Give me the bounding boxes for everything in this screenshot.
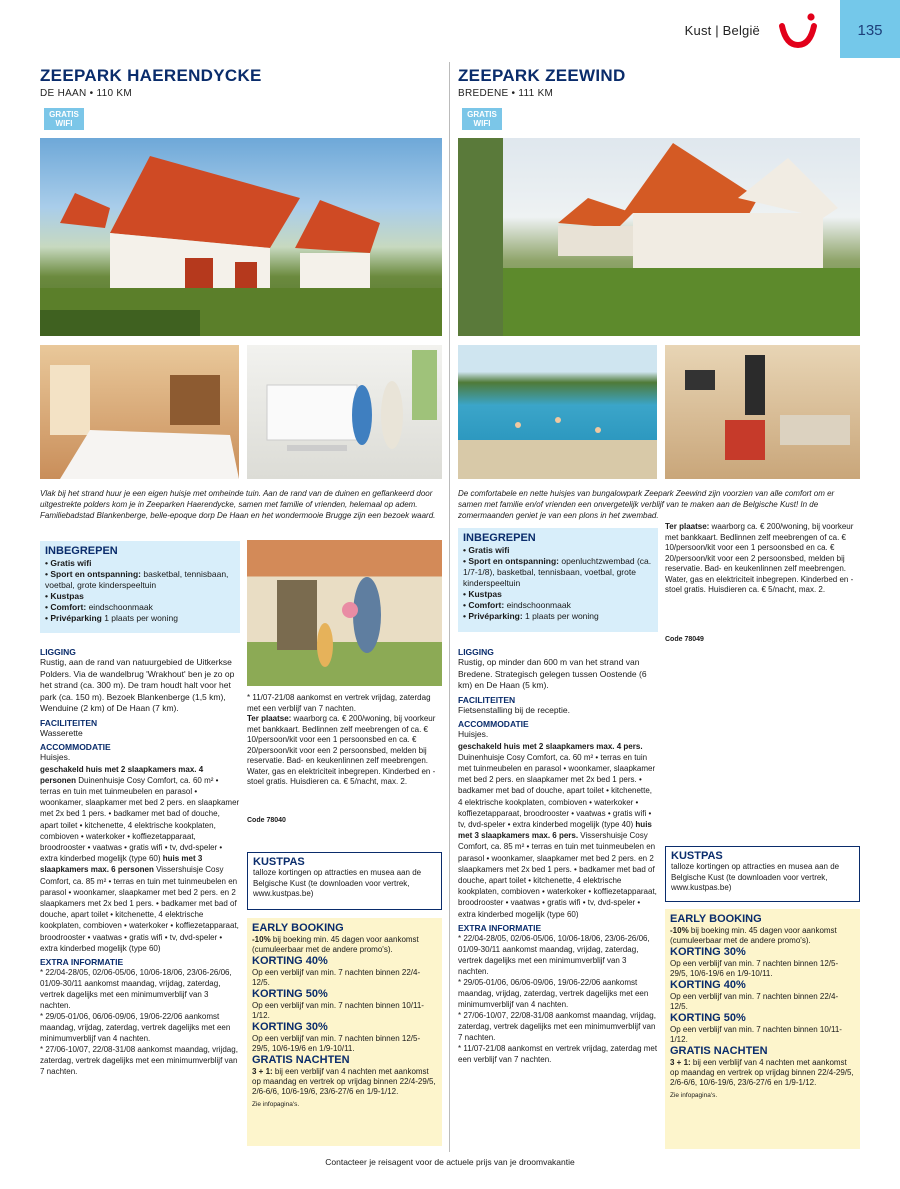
promo-text <box>670 959 855 979</box>
photo-haerendycke-kitchen <box>247 345 442 479</box>
photo-haerendycke-family <box>247 540 442 686</box>
promo-text <box>252 1067 437 1097</box>
promo-desc: Op een verblijf van min. 7 nachten binnen 22/4-12/5. <box>670 992 839 1011</box>
included-item <box>45 602 235 613</box>
ligging-title: LIGGING <box>458 647 494 657</box>
ligging-text: Rustig, aan de rand van natuurgebied de Uitkerkse Polders. Via de wandelbrug 'Wrakhout' ben je zo op het strand (ca. 300 m). De tram houdt halt voor het park (ca. 150 m). Bezoek Blankenberge (1,5 km), Wenduine (2 km) of De Haan (7 km). <box>40 657 235 713</box>
included-item <box>45 613 235 624</box>
photo-haerendycke-exterior <box>40 138 442 336</box>
promo-highlight: -10% <box>252 935 271 944</box>
photo-zeewind-exterior <box>458 138 860 336</box>
promo-highlight: 3 + 1: <box>252 1067 273 1076</box>
promo-text <box>670 1058 855 1088</box>
promo-highlight: -10% <box>670 926 689 935</box>
ter-plaatse-label: Ter plaatse: <box>247 714 292 723</box>
accommodation-title: ACCOMMODATIE <box>40 742 111 752</box>
included-item <box>463 611 653 622</box>
included-item-label: • Sport en ontspanning: <box>45 569 141 579</box>
promo-desc: Op een verblijf van min. 7 nachten binnen 12/5-29/5, 10/6-19/6 en 1/9-10/11. <box>252 1034 421 1053</box>
resort-location: BREDENE • 111 KM <box>458 88 554 99</box>
promo-text <box>670 992 855 1012</box>
info-note: Zie infopagina's. <box>252 1101 300 1108</box>
included-item-label: • Comfort: <box>463 600 505 610</box>
accommodation-intro: Huisjes. <box>458 729 489 739</box>
promo-title: KORTING 50% <box>670 1012 746 1024</box>
included-box <box>40 541 240 633</box>
promo-title: EARLY BOOKING <box>252 922 344 934</box>
accommodation-type-1: geschakeld huis met 2 slaapkamers max. 4 pers. <box>458 741 643 751</box>
ligging-text: Rustig, op minder dan 600 m van het strand van Bredene. Strategisch gelegen tussen Oostende (6 km) en De Haan (5 km). <box>458 657 647 690</box>
accommodation-intro: Huisjes. <box>40 752 71 762</box>
accommodation-desc-2: Vissershuisje Cosy Comfort, ca. 85 m² • terras en tuin met tuinmeubelen en parasol • woonkamer, slaapkamer met bed 2 pers. en 2 slaapkamers met 2x bed 1 pers. • badkamer met bad of douche, apart toilet • kitchenette, 4 elektrische kookplaten, combioven • waterkoker • koffiezetapparaat, broodrooster • vaatwas • gratis wifi • tv, dvd-speler • extra kinderbed mogelijk (type 60) <box>458 831 657 919</box>
accommodation-desc-1: Duinenhuisje Cosy Comfort, ca. 60 m² • terras en tuin met tuinmeubelen en parasol • woonkamer, slaapkamer met bed 2 pers. en slaapkamer met 2x bed 1 pers. • badkamer met bad of douche, apart toilet • kitchenette, 4 elektrische kookplaten, combioven • waterkoker • koffiezetapparaat, broodrooster • vaatwas • gratis wifi • tv, dvd-speler • extra kinderbed mogelijk (type 40) <box>458 752 656 829</box>
kustpas-box <box>247 852 442 910</box>
included-item-label: • Kustpas <box>463 589 502 599</box>
wifi-badge: GRATIS WIFI <box>44 108 84 130</box>
tui-logo-icon <box>776 12 820 48</box>
ter-plaatse-text: waarborg ca. € 200/woning, bij voorkeur met bankkaart. Bedlinnen zelf meebrengen of ca. € 10/persoon/kit voor een 1 persoonsbed en ca. € 20/persoon/kit voor een 2 persoonsbed, melden bij reservatie. Bad- en keukenlinnen zelf meebrengen. Water, gas en elektriciteit inbegrepen. Kinderbed en -stoel gratis. Huisdieren ca. € 5/nacht, max. 2. <box>247 714 436 786</box>
section-label: Kust | België <box>684 23 760 38</box>
included-item-label: • Gratis wifi <box>463 545 510 555</box>
kustpas-text: talloze kortingen op attracties en musea aan de Belgische Kust (te downloaden voor vertrek, www.kustpas.be) <box>253 868 422 898</box>
promo-desc: bij een verblijf van 4 nachten met aankomst op maandag en vertrek op vrijdag binnen 22/4-29/5, 2/6-6/6, 10/6-19/6, 23/6-27/6 en 1/9-1/12. <box>670 1058 854 1087</box>
page-number: 135 <box>840 0 900 58</box>
accommodation-desc-2: Vissershuisje Cosy Comfort, ca. 85 m² • terras en tuin met tuinmeubelen en parasol • woonkamer, slaapkamer met bed 2 pers. en 2 slaapkamers met 2x bed 1 pers. • badkamer met bad of douche, apart toilet • kitchenette, 4 elektrische kookplaten, combioven • waterkoker • koffiezetapparaat, broodrooster • vaatwas • gratis wifi • tv, dvd-speler • extra kinderbed mogelijk (type 60) <box>40 865 239 953</box>
accommodation-desc-1: Duinenhuisje Cosy Comfort, ca. 60 m² • terras en tuin met tuinmeubelen en parasol • woonkamer, slaapkamer met bed 2 pers. en slaapkamer met 2x bed 1 pers. • badkamer met bad of douche, apart toilet • kitchenette, 4 elektrische kookplaten, combioven • waterkoker • koffiezetapparaat, broodrooster • vaatwas • gratis wifi • tv, dvd-speler • extra kinderbed mogelijk (type 60) <box>40 775 240 864</box>
extra-text: * 22/04-28/05, 02/06-05/06, 10/06-18/06, 23/06-26/06, 01/09-30/11 aankomst maandag, vrijdag, zaterdag, vertrek dagelijks met een minimumverblijf van 3 nachten. * 29/05-01/06, 06/06-09/06, 19/06-22/06 aankomst maandag, vrijdag, zaterdag, vertrek dagelijks met een minimumverblijf van 4 nachten. * 27/06-10/07, 22/08-31/08 aankomst maandag, vrijdag, zaterdag, vertrek dagelijks met een minimumverblijf van 7 nachten. <box>40 967 238 1076</box>
promo-text <box>252 935 437 955</box>
extra-title: EXTRA INFORMATIE <box>458 922 542 933</box>
included-item <box>45 558 235 569</box>
photo-zeewind-livingroom <box>665 345 860 479</box>
promo-text <box>252 968 437 988</box>
wifi-badge: GRATIS WIFI <box>462 108 502 130</box>
included-item <box>45 569 235 591</box>
promo-desc: Op een verblijf van min. 7 nachten binnen 12/5-29/5, 10/6-19/6 en 1/9-10/11. <box>670 959 839 978</box>
included-item-text: 1 plaats per woning <box>522 611 599 621</box>
promo-title: KORTING 30% <box>252 1021 328 1033</box>
ter-plaatse <box>665 522 860 596</box>
info-note: Zie infopagina's. <box>670 1092 718 1099</box>
extra-title: EXTRA INFORMATIE <box>40 956 124 967</box>
accommodation-type-2: huis met 3 slaapkamers max. 6 personen <box>40 854 203 875</box>
promo-title: GRATIS NACHTEN <box>670 1045 768 1057</box>
promo-desc: Op een verblijf van min. 7 nachten binnen 10/11-1/12. <box>670 1025 842 1044</box>
kustpas-text: talloze kortingen op attracties en musea aan de Belgische Kust (te downloaden voor vertrek, www.kustpas.be) <box>671 862 840 892</box>
facilities-text: Wasserette <box>40 727 83 738</box>
kustpas-title: KUSTPAS <box>253 856 305 868</box>
promo-text <box>252 1001 437 1021</box>
right-details <box>458 644 658 1065</box>
promo-desc: Op een verblijf van min. 7 nachten binnen 10/11-1/12. <box>252 1001 424 1020</box>
column-divider <box>449 62 450 1152</box>
included-item-label: • Comfort: <box>45 602 87 612</box>
promo-text <box>670 926 855 946</box>
included-item <box>463 556 653 589</box>
caption-zeewind: De comfortabele en nette huisjes van bungalowpark Zeepark Zeewind zijn voorzien van alle comfort om er samen met familie en/of vrienden een onvergetelijk verblijf van te maken aan de Belgische Kust! In de zomermaanden geniet je van een plons in het zwembad. <box>458 489 835 520</box>
included-item-label: • Gratis wifi <box>45 558 92 568</box>
accommodation-type-1: geschakeld huis met 2 slaapkamers max. 4 personen <box>40 764 204 785</box>
ter-plaatse-text: waarborg ca. € 200/woning, bij voorkeur met bankkaart. Bedlinnen zelf meebrengen of ca. € 10/persoon/kit voor een 1 persoonsbed en ca. € 20/persoon/kit voor een 2 persoonsbed, melden bij reservatie. Bad- en keukenlinnen zelf meebrengen. Water, gas en elektriciteit inbegrepen. Kinderbed en -stoel gratis. Huisdieren ca. € 5/nacht, max. 2. <box>665 522 854 594</box>
included-item-label: • Sport en ontspanning: <box>463 556 559 566</box>
promo-title: KORTING 50% <box>252 988 328 1000</box>
included-title: INBEGREPEN <box>463 532 536 544</box>
resort-title: ZEEPARK ZEEWIND <box>458 66 626 85</box>
photo-haerendycke-bedroom <box>40 345 239 479</box>
promo-desc: Op een verblijf van min. 7 nachten binnen 22/4-12/5. <box>252 968 421 987</box>
resort-title: ZEEPARK HAERENDYCKE <box>40 66 262 85</box>
promo-box <box>247 918 442 1146</box>
included-item-text: 1 plaats per woning <box>101 613 178 623</box>
promo-box <box>665 909 860 1149</box>
accommodation-title: ACCOMMODATIE <box>458 719 529 729</box>
promo-title: EARLY BOOKING <box>670 913 762 925</box>
included-item <box>463 589 653 600</box>
footer-note: Contacteer je reisagent voor de actuele prijs van je droomvakantie <box>325 1157 575 1167</box>
included-item-text: eindschoonmaak <box>86 602 153 612</box>
caption-haerendycke: Vlak bij het strand huur je een eigen huisje met omheinde tuin. Aan de rand van de duinen en geflankeerd door uitgestrekte polders kom je in Zeeparken Haerendycke, samen met familie of vrienden, helemaal op adem. Familiebadstad Blankenberge, belle-epoque dorp De Haan en het wondermooie Brugge zijn een bezoek waard. <box>40 489 436 520</box>
facilities-title: FACILITEITEN <box>458 694 516 705</box>
ligging-title: LIGGING <box>40 647 76 657</box>
included-item <box>463 545 653 556</box>
facilities-text: Fietsenstalling bij de receptie. <box>458 704 570 715</box>
left-extra-continued <box>247 693 442 788</box>
kustpas-box <box>665 846 860 902</box>
left-details <box>40 644 240 1077</box>
included-item-label: • Kustpas <box>45 591 84 601</box>
accommodation-text <box>40 764 240 954</box>
promo-desc: bij een verblijf van 4 nachten met aankomst op maandag en vertrek op vrijdag binnen 22/4-29/5, 2/6-6/6, 10/6-19/6, 23/6-27/6 en 1/9-1/12. <box>252 1067 436 1096</box>
promo-title: KORTING 30% <box>670 946 746 958</box>
included-item-text: basketbal, tennisbaan, voetbal, grote kinderspeeltuin <box>45 569 229 590</box>
included-item-label: • Privéparking <box>45 613 102 623</box>
included-list <box>463 545 653 622</box>
included-list <box>45 558 235 624</box>
product-code: Code 78040 <box>247 817 286 824</box>
included-item-text: eindschoonmaak <box>504 600 571 610</box>
ter-plaatse-label: Ter plaatse: <box>665 522 710 531</box>
promo-desc: bij boeking min. 45 dagen voor aankomst (cumuleerbaar met de andere promo's). <box>252 935 419 954</box>
resort-location: DE HAAN • 110 KM <box>40 88 133 99</box>
kustpas-title: KUSTPAS <box>671 850 723 862</box>
included-item <box>463 600 653 611</box>
product-code: Code 78049 <box>665 636 704 643</box>
included-box <box>458 528 658 632</box>
promo-highlight: 3 + 1: <box>670 1058 691 1067</box>
promo-title: KORTING 40% <box>252 955 328 967</box>
included-item-label: • Privéparking: <box>463 611 523 621</box>
promo-title: GRATIS NACHTEN <box>252 1054 350 1066</box>
promo-title: KORTING 40% <box>670 979 746 991</box>
included-item <box>45 591 235 602</box>
accommodation-type-2: huis met 3 slaapkamers max. 6 pers. <box>458 819 652 841</box>
included-item-text: openluchtzwembad (ca. 1/7-1/8), basketbal, tennisbaan, voetbal, grote kinderspeeltuin <box>463 556 652 588</box>
facilities-title: FACILITEITEN <box>40 717 98 728</box>
extra-text-2: * 11/07-21/08 aankomst en vertrek vrijdag, zaterdag met een verblijf van 7 nachten. <box>247 693 431 713</box>
promo-text <box>252 1034 437 1054</box>
promo-desc: bij boeking min. 45 dagen voor aankomst (cumuleerbaar met de andere promo's). <box>670 926 837 945</box>
promo-text <box>670 1025 855 1045</box>
accommodation-text <box>458 741 658 920</box>
included-title: INBEGREPEN <box>45 545 118 557</box>
photo-zeewind-pool <box>458 345 657 479</box>
extra-text: * 22/04-28/05, 02/06-05/06, 10/06-18/06, 23/06-26/06, 01/09-30/11 aankomst maandag, vrijdag, zaterdag, vertrek dagelijks met een minimumverblijf van 3 nachten. * 29/05-01/06, 06/06-09/06, 19/06-22/06 aankomst maandag, vrijdag, zaterdag, vertrek dagelijks met een minimumverblijf van 4 nachten. * 27/06-10/07, 22/08-31/08 aankomst maandag, vrijdag, zaterdag, vertrek dagelijks met een minimumverblijf van 7 nachten. * 11/07-21/08 aankomst en vertrek vrijdag, zaterdag met een verblijf van 7 nachten. <box>458 933 658 1064</box>
